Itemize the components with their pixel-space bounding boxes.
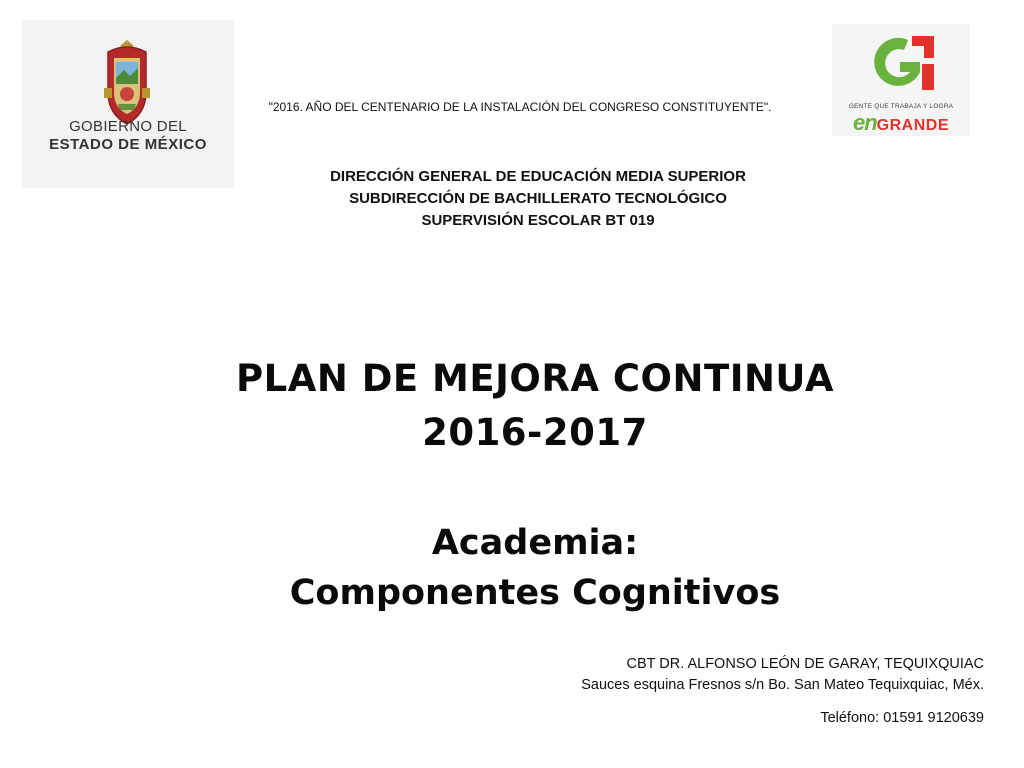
engrande-logo (832, 24, 970, 136)
engrande-wordmark (832, 110, 970, 136)
wordmark-grande: GRANDE (876, 117, 950, 134)
estado-mexico-crest-icon (94, 38, 160, 128)
school-name: CBT DR. ALFONSO LEÓN DE GARAY, TEQUIXQUIAC (626, 656, 984, 672)
g-logo-icon (864, 32, 940, 94)
logo-left-line2: ESTADO DE MÉXICO (49, 136, 207, 153)
school-address: Sauces esquina Fresnos s/n Bo. San Mateo Tequixquiac, Méx. (581, 677, 984, 693)
school-phone: Teléfono: 01591 9120639 (820, 710, 984, 726)
logo-left-line1: GOBIERNO DEL (69, 118, 187, 135)
academia-name: Componentes Cognitivos (289, 573, 781, 613)
contact-info (464, 654, 984, 729)
institution-header (238, 166, 838, 232)
header-line-direccion: DIRECCIÓN GENERAL DE EDUCACIÓN MEDIA SUPERIOR (330, 168, 746, 185)
document-title (150, 352, 920, 460)
academia-label: Academia: (431, 523, 639, 563)
header-line-subdireccion: SUBDIRECCIÓN DE BACHILLERATO TECNOLÓGICO (349, 190, 727, 207)
wordmark-en: en (852, 110, 877, 135)
gobierno-estado-mexico-logo (22, 20, 234, 188)
engrande-slogan: GENTE QUE TRABAJA Y LOGRA (848, 103, 954, 110)
title-line-plan: PLAN DE MEJORA CONTINUA (236, 357, 834, 400)
year-motto: "2016. AÑO DEL CENTENARIO DE LA INSTALACIÓN DEL CONGRESO CONSTITUYENTE". (268, 100, 772, 114)
header-line-supervision: SUPERVISIÓN ESCOLAR BT 019 (421, 212, 655, 229)
title-line-years: 2016-2017 (422, 411, 648, 454)
academia-section (150, 518, 920, 618)
